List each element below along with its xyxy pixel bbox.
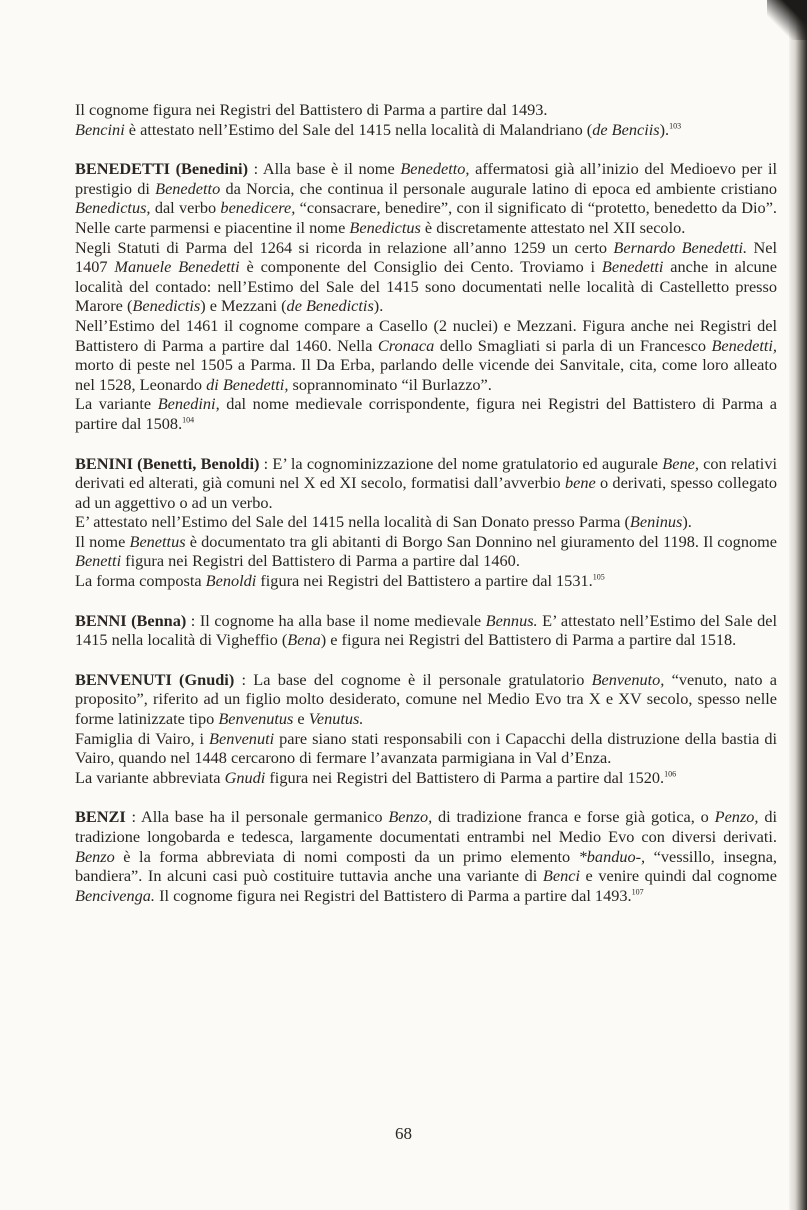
- entry-paragraph: [75, 807, 777, 905]
- text-run: ) e Mezzani (: [200, 296, 287, 316]
- italic-term: bene: [564, 473, 596, 493]
- text-run: figura nei Registri del Battistero a partire dal 1531.: [256, 571, 593, 591]
- text-run: è la forma abbreviata di nomi composti da un primo elemento: [114, 846, 579, 866]
- intro-bencini: [75, 120, 777, 140]
- text-run: Negli Statuti di Parma del 1264 si ricorda in relazione all’anno 1259 un certo: [75, 237, 614, 257]
- italic-term: Benedictus: [349, 217, 421, 237]
- text-run: La variante abbreviata: [75, 767, 225, 787]
- italic-term: Benoldi: [205, 571, 257, 591]
- entry-benzi: [75, 807, 777, 905]
- italic-term: de Benedictis: [286, 296, 374, 316]
- italic-term: Benedini,: [157, 394, 220, 414]
- page-body: [75, 100, 777, 905]
- entry-benedetti: [75, 159, 777, 433]
- text-run: con relativi derivati ed alterati, già comuni nel X ed XI secolo, formatisi dall’avverbio: [75, 453, 777, 493]
- text-run: di tradizione longobarda e tedesca, largamente documentati entrambi nel Medio Evo con diversi derivati.: [75, 807, 777, 846]
- text-run: figura nei Registri del Battistero di Parma a partire dal 1460.: [121, 551, 520, 571]
- entry-paragraph: [75, 571, 777, 591]
- footnote-ref: 107: [631, 887, 644, 897]
- italic-term: Benetti: [75, 551, 122, 571]
- text-run: La variante: [75, 394, 158, 414]
- text-run: dal verbo: [150, 198, 221, 218]
- italic-term: Benedetti: [601, 257, 664, 277]
- text-run: E’ attestato nell’Estimo del Sale del 1415 nella località di Vigheffio (: [75, 610, 777, 650]
- italic-term: Benedetti,: [711, 335, 777, 355]
- text-run: : E’ la cognominizzazione del nome gratulatorio ed augurale: [259, 453, 663, 473]
- entry-paragraph: [75, 611, 777, 650]
- entry-paragraph: [75, 394, 777, 433]
- entry-paragraph: [75, 238, 777, 316]
- italic-term: Benettus: [129, 531, 186, 551]
- bencini-text: è attestato nell’Estimo del Sale del 1415 nella località di Malandriano (: [124, 119, 593, 139]
- text-run: Nel 1407: [75, 237, 778, 277]
- footnote-ref: 103: [669, 121, 682, 131]
- text-run: pare siano stati responsabili con i Capacchi della distruzione della bastia di Vairo, quando nel 1448 cercarono di fermare l’avanzata parmigiana in Val d’Enza.: [75, 728, 777, 768]
- entry-paragraph: [75, 729, 777, 768]
- italic-term: Benedictis: [132, 296, 201, 316]
- italic-term: Benvenuto,: [591, 669, 665, 689]
- text-run: : Alla base ha il personale germanico: [125, 807, 389, 827]
- entry-benni: [75, 611, 777, 650]
- text-run: anche in alcune località del contado: nell’Estimo del Sale del 1415 sono documentati nelle località di Castelletto presso Marore (: [75, 257, 778, 316]
- entry-paragraph: [75, 512, 777, 532]
- italic-term: Gnudi: [224, 767, 266, 787]
- entry-paragraph: [75, 454, 777, 513]
- text-run: “vessillo, insegna, bandiera”. In alcuni casi può costituire tuttavia anche una variante di: [75, 846, 778, 886]
- entry-benini: [75, 454, 777, 591]
- text-run: ).: [373, 296, 384, 316]
- entry-paragraph: [75, 159, 777, 237]
- italic-term: *banduo-,: [578, 846, 646, 866]
- text-run: Il nome: [75, 531, 130, 551]
- text-run: dello Smagliati si parla di un Francesco: [434, 335, 712, 355]
- italic-term: Benzo: [75, 846, 115, 866]
- entry-benvenuti: [75, 670, 777, 788]
- text-run: : Alla base è il nome: [248, 159, 401, 179]
- text-run: : Il cognome ha alla base il nome medievale: [186, 610, 486, 630]
- entry-heading: BENNI (Benna): [75, 610, 187, 630]
- text-run: dal nome medievale corrispondente, figura nei Registri del Battistero di Parma a partire dal 1508.: [75, 394, 777, 433]
- text-run: figura nei Registri del Battistero di Parma a partire dal 1520.: [265, 767, 665, 787]
- text-run: e: [293, 709, 309, 729]
- intro-line: [75, 100, 777, 120]
- italic-term: di Benedetti,: [206, 374, 289, 394]
- italic-term: Benedetto,: [400, 159, 470, 179]
- page-edge-shadow: [789, 0, 807, 1210]
- italic-term: benedicere,: [220, 198, 296, 218]
- italic-term: Beninus: [629, 512, 683, 532]
- italic-term: Benedictus,: [75, 198, 151, 218]
- text-run: Famiglia di Vairo, i: [75, 728, 210, 748]
- text-run: e venire quindi dal cognome: [579, 866, 778, 886]
- italic-term: Benzo,: [388, 807, 433, 827]
- italic-term: Benedetto: [155, 178, 221, 198]
- italic-term: Manuele Benedetti: [114, 257, 240, 277]
- text-run: morto di peste nel 1505 a Parma. Il Da Erba, parlando delle vicende dei Sanvitale, cita, come loro alleato nel 1528, Leonardo: [75, 355, 777, 394]
- italic-term: Bene,: [662, 453, 699, 473]
- bencini-name: Bencini: [75, 119, 125, 139]
- text-run: è documentato tra gli abitanti di Borgo San Donnino nel giuramento del 1198. Il cognome: [185, 531, 777, 551]
- entry-paragraph: [75, 316, 777, 394]
- italic-term: Venutus.: [308, 709, 364, 729]
- italic-term: Bena: [287, 630, 321, 650]
- text-run: è componente del Consiglio dei Cento. Troviamo i: [239, 257, 602, 277]
- italic-term: Bennus.: [485, 610, 538, 630]
- footnote-ref: 104: [182, 415, 195, 425]
- entry-heading: BENZI: [75, 807, 126, 827]
- text-run: ) e figura nei Registri del Battistero di Parma a partire dal 1518.: [320, 630, 737, 650]
- italic-term: Bencivenga.: [75, 885, 156, 905]
- page-number: 68: [395, 1124, 412, 1143]
- footnote-ref: 106: [664, 769, 677, 779]
- italic-term: Benvenuti: [209, 728, 275, 748]
- entry-paragraph: [75, 670, 777, 729]
- entry-paragraph: [75, 532, 777, 571]
- italic-term: Bernardo Benedetti.: [613, 237, 748, 257]
- text-run: è discretamente attestato nel XII secolo.: [420, 217, 686, 237]
- text-run: affermatosi già all’inizio del Medioevo per il prestigio di: [75, 159, 777, 198]
- entry-heading: BENEDETTI (Benedini): [75, 159, 248, 179]
- text-run: La forma composta: [75, 571, 206, 591]
- text-run: “venuto, nato a proposito”, riferito ad un figlio molto desiderato, comune nel Medio Evo tra X e XV secolo, spesso nelle forme latinizzate tipo: [75, 669, 777, 729]
- entry-heading: BENVENUTI (Gnudi): [75, 669, 235, 689]
- page-corner-shadow: [767, 0, 807, 40]
- text-run: da Norcia, che continua il personale augurale latino di epoca ed ambiente cristiano: [220, 178, 777, 198]
- text-run: E’ attestato nell’Estimo del Sale del 1415 nella località di San Donato presso Parma (: [75, 512, 630, 532]
- footnote-ref: 105: [592, 572, 605, 582]
- entry-paragraph: [75, 768, 777, 788]
- italic-term: Benci: [542, 866, 580, 886]
- bencini-end: ).: [659, 119, 670, 139]
- text-run: : La base del cognome è il personale gratulatorio: [234, 669, 592, 689]
- text-run: ).: [682, 512, 692, 532]
- text-run: “consacrare, benedire”, con il significato di “protetto, benedetto da Dio”. Nelle carte parmensi e piacentine il nome: [75, 198, 777, 237]
- text-run: Il cognome figura nei Registri del Battistero di Parma a partire dal 1493.: [155, 885, 632, 905]
- text-run: soprannominato “il Burlazzo”.: [288, 374, 492, 394]
- italic-term: Penzo,: [714, 807, 759, 827]
- entry-heading: BENINI (Benetti, Benoldi): [75, 453, 260, 473]
- italic-term: Cronaca: [377, 335, 435, 355]
- intro-text: Il cognome figura nei Registri del Battistero di Parma a partire dal 1493.: [75, 100, 548, 119]
- text-run: di tradizione franca e forse già gotica, o: [432, 807, 715, 827]
- text-run: o derivati, spesso collegato ad un aggettivo o ad un verbo.: [75, 473, 777, 512]
- text-run: Nell’Estimo del 1461 il cognome compare a Casello (2 nuclei) e Mezzani. Figura anche nei Registri del Battistero di Parma a partire dal 1460. Nella: [75, 315, 777, 355]
- bencini-latin: de Benciis: [592, 119, 660, 139]
- italic-term: Benvenutus: [218, 709, 294, 729]
